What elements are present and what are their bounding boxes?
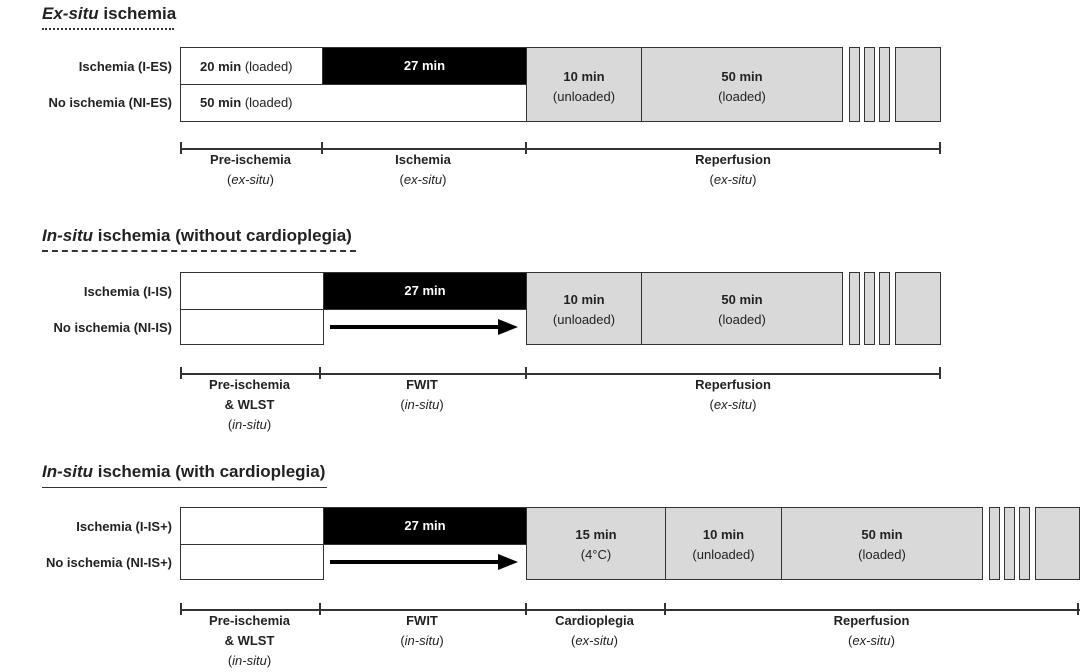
grey-box-2-line2: (loaded) [718, 312, 766, 327]
section-3-title-em: In-situ [42, 462, 93, 481]
section-1-title-rest: ischemia [98, 4, 177, 23]
row-label-ni-es: No ischemia (NI-ES) [48, 95, 172, 110]
grey-box-2-line2: (unloaded) [692, 547, 755, 562]
pre-ischemia-box-is-row2 [180, 309, 324, 345]
section-1-underline [42, 28, 174, 30]
grey-box-3-line1: 50 min [861, 527, 903, 542]
phase-sub: ex-situ [575, 633, 614, 648]
pre-ischemia-box-isp-row1 [180, 507, 324, 545]
pre-row1-note: (loaded) [244, 59, 293, 74]
ischemia-bar-is-label: 27 min [404, 283, 446, 298]
section-1-title-em: Ex-situ [42, 4, 99, 23]
row-label-i-is: Ischemia (I-IS) [83, 284, 172, 299]
phase-name: FWIT [406, 377, 438, 392]
continuation-bar-3 [1019, 507, 1030, 580]
grey-box-1-line2: (4°C) [580, 547, 612, 562]
grey-box-1-line1: 10 min [563, 292, 605, 307]
pre-row2-text [200, 95, 293, 110]
phase-pre-ischemia-isp: Pre-ischemia & WLST (in-situ) [180, 611, 319, 671]
pre-ischemia-box-is-row1 [180, 272, 324, 310]
fwit-arrow-isp [330, 553, 520, 571]
section-3-title-rest: ischemia (with cardioplegia) [93, 462, 326, 481]
cardioplegia-text [526, 525, 666, 565]
section-3-title [42, 462, 325, 482]
ischemia-bar-es-label: 27 min [403, 58, 446, 73]
phase-sub: ex-situ [852, 633, 891, 648]
phase-sub: ex-situ [403, 172, 443, 187]
arrow-head [498, 554, 518, 570]
phase-sub: ex-situ [713, 172, 753, 187]
continuation-bar-4 [1035, 507, 1080, 580]
section-2-title [42, 226, 352, 246]
grey-box-3-line2: (loaded) [858, 547, 906, 562]
phase-name: Cardioplegia [555, 613, 634, 628]
phase-sub: in-situ [404, 397, 440, 412]
arrow-head [498, 319, 518, 335]
row-label-ni-is-plus: No ischemia (NI-IS+) [45, 555, 172, 570]
row-label-i-is-plus: Ischemia (I-IS+) [76, 519, 172, 534]
grey-box-2-line1: 10 min [702, 527, 745, 542]
continuation-bar-2 [1004, 507, 1015, 580]
phase-sub: ex-situ [231, 172, 270, 187]
phase-name-2: & WLST [224, 633, 275, 648]
phase-sub: ex-situ [713, 397, 753, 412]
pre-row1-text [200, 59, 293, 74]
phase-fwit-isp: FWIT (in-situ) [319, 611, 525, 651]
continuation-bar-3 [879, 47, 890, 122]
section-2-underline [42, 250, 356, 252]
grey-box-1-line2: (unloaded) [552, 312, 616, 327]
reperfusion-loaded-text-is [641, 290, 843, 330]
phase-name: Pre-ischemia [209, 377, 290, 392]
phase-cardioplegia-isp: Cardioplegia (ex-situ) [525, 611, 664, 651]
section-2-title-rest: ischemia (without cardioplegia) [93, 226, 352, 245]
pre-ischemia-box-isp-row2 [180, 544, 324, 580]
ischemia-bar-isp-label: 27 min [404, 518, 446, 533]
phase-name: Reperfusion [833, 613, 910, 628]
continuation-bar-1 [849, 272, 860, 345]
grey-box-1-line2: (unloaded) [552, 89, 616, 104]
row-label-i-es: Ischemia (I-ES) [78, 59, 172, 74]
continuation-bar-1 [989, 507, 1000, 580]
phase-sub: in-situ [232, 417, 267, 432]
continuation-bar-4 [895, 47, 941, 122]
phase-name: Pre-ischemia [210, 152, 291, 167]
section-2-title-em: In-situ [42, 226, 93, 245]
reperfusion-unloaded-text-es [526, 67, 642, 107]
phase-reperfusion-isp: Reperfusion (ex-situ) [664, 611, 1079, 651]
phase-sub: in-situ [404, 633, 440, 648]
grey-box-2-line2: (loaded) [718, 89, 766, 104]
phase-fwit-is: FWIT (in-situ) [319, 375, 525, 415]
continuation-bar-2 [864, 47, 875, 122]
phase-name: Ischemia [395, 152, 451, 167]
grey-box-2-line1: 50 min [721, 292, 763, 307]
section-3-underline [42, 487, 327, 488]
grey-box-2-line1: 50 min [721, 69, 763, 84]
continuation-bar-3 [879, 272, 890, 345]
phase-name: FWIT [406, 613, 438, 628]
reperfusion-loaded-text-es [641, 67, 843, 107]
grey-box-1-line1: 10 min [563, 69, 605, 84]
fwit-arrow-is [330, 318, 520, 336]
continuation-bar-1 [849, 47, 860, 122]
continuation-bar-4 [895, 272, 941, 345]
phase-name: Pre-ischemia [209, 613, 290, 628]
phase-name: Reperfusion [695, 377, 771, 392]
row-label-ni-is: No ischemia (NI-IS) [53, 320, 172, 335]
pre-row2-note: (loaded) [244, 95, 293, 110]
phase-ischemia-es: Ischemia (ex-situ) [321, 150, 525, 190]
section-1-title [42, 4, 176, 24]
phase-pre-ischemia-es: Pre-ischemia (ex-situ) [180, 150, 321, 190]
phase-reperfusion-es: Reperfusion (ex-situ) [525, 150, 941, 190]
phase-pre-ischemia-is: Pre-ischemia & WLST (in-situ) [180, 375, 319, 435]
continuation-bar-2 [864, 272, 875, 345]
reperfusion-unloaded-text-is [526, 290, 642, 330]
reperfusion-unloaded-text-isp [665, 525, 782, 565]
phase-sub: in-situ [232, 653, 267, 668]
pre-row1-duration: 20 min [200, 59, 242, 74]
pre-row2-duration: 50 min [200, 95, 242, 110]
phase-name: Reperfusion [695, 152, 771, 167]
grey-box-1-line1: 15 min [575, 527, 617, 542]
phase-name-2: & WLST [224, 397, 275, 412]
phase-reperfusion-is: Reperfusion (ex-situ) [525, 375, 941, 415]
reperfusion-loaded-text-isp [781, 525, 983, 565]
